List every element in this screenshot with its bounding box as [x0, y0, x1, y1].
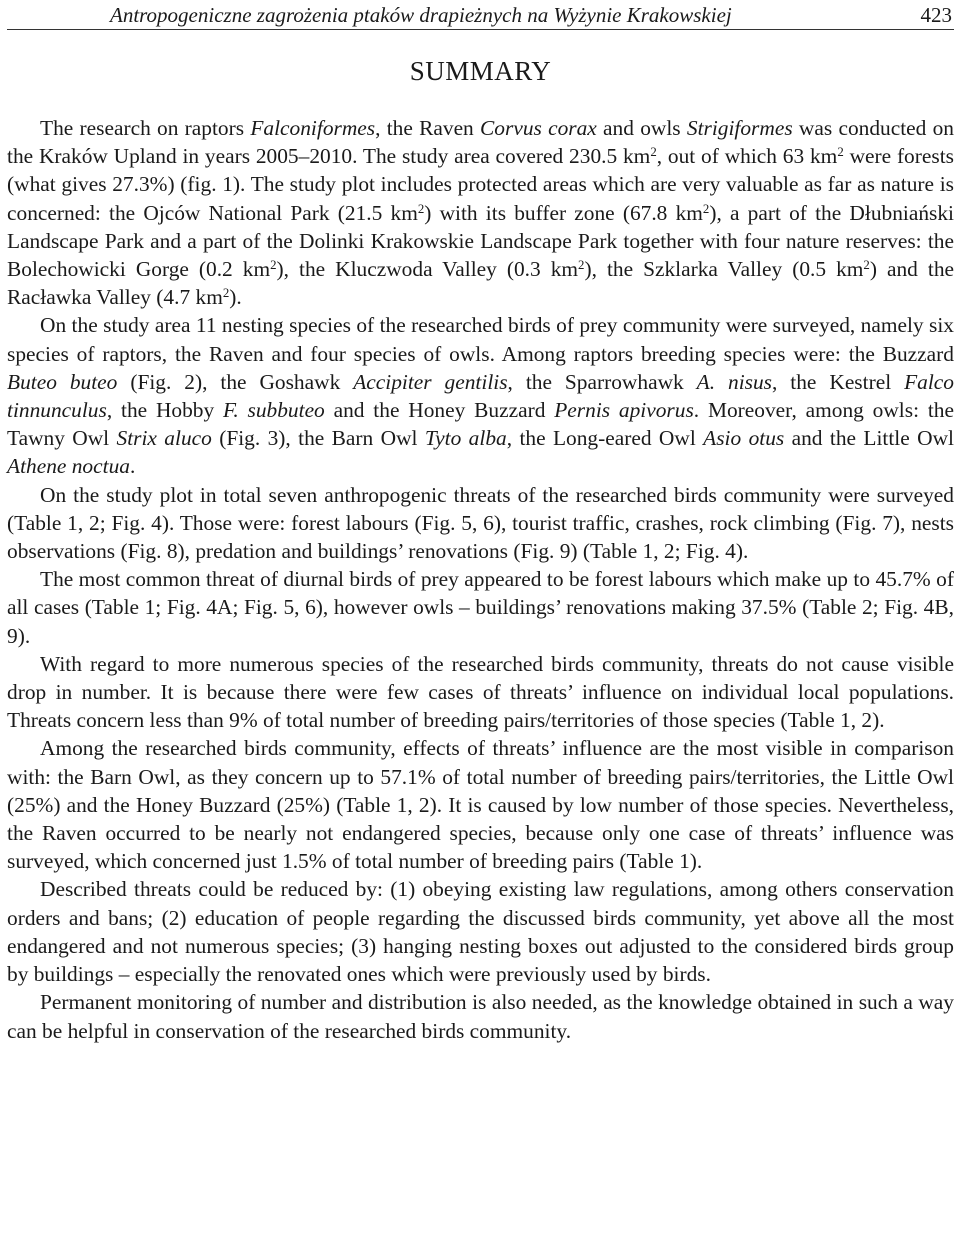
- superscript: 2: [417, 201, 425, 216]
- species-name: Falco tinnunculus: [7, 369, 954, 423]
- species-name: Pernis apivorus: [554, 398, 694, 423]
- superscript: 2: [650, 145, 657, 160]
- superscript: 2: [863, 257, 870, 272]
- running-head-title: Antropogeniczne zagrożenia ptaków drapieżnych na Wyżynie Krakowskiej: [110, 3, 732, 27]
- species-name: Buteo buteo: [7, 369, 118, 394]
- species-name: Strix aluco: [116, 426, 212, 451]
- running-head: [7, 3, 954, 30]
- superscript: 2: [837, 145, 844, 160]
- species-name: Falconiformes: [250, 116, 376, 140]
- superscript: 2: [270, 257, 277, 272]
- species-name: Accipiter gentilis: [353, 369, 508, 394]
- section-heading: SUMMARY: [409, 56, 552, 86]
- species-name: A. nisus: [696, 369, 772, 394]
- superscript: 2: [702, 201, 710, 216]
- species-name: Athene noctua: [7, 454, 130, 479]
- page-number: 423: [920, 3, 952, 27]
- species-name: Strigiformes: [686, 116, 793, 140]
- paragraph: On the study area 11 nesting species of the researched birds of prey community were surveyed, namely six species of raptors, the Raven and four species of owls. Among raptors breeding species were: the Buzzard Buteo buteo (Fig. 2), the Goshawk Accipiter gentilis, the Sparrowhawk A. nisus, the Kestrel Falco tinnunculus, the Hobby F. subbuteo and the Honey Buzzard Pernis apivorus. Moreover, among owls: the Tawny Owl Strix aluco (Fig. 3), the Barn Owl Tyto alba, the Long-eared Owl Asio otus and the Little Owl Athene noctua.: [7, 313, 954, 479]
- paragraph: Among the researched birds community, effects of threats’ influence are the most visible in comparison with: the Barn Owl, as they concern up to 57.1% of total number of breeding pairs/territories, the Little Owl (25%) and the Honey Buzzard (25%) (Table 1, 2). It is caused by low number of those species. Nevertheless, the Raven occurred to be nearly not endangered species, because only one case of threats’ influence was surveyed, which concerned just 1.5% of total number of breeding pairs (Table 1).: [7, 736, 954, 874]
- superscript: 2: [578, 257, 585, 272]
- paragraph: Permanent monitoring of number and distribution is also needed, as the knowledge obtained in such a way can be helpful in conservation of the researched birds community.: [7, 990, 954, 1043]
- paragraph: The research on raptors Falconiformes, the Raven Corvus corax and owls Strigiformes was conducted on the Kraków Upland in years 2005–2010. The study area covered 230.5 $km^2$, out of which 63 $km^2$ were forests (what gives 27.3%) (fig. 1). The study plot includes protected areas which are very valuable as far as nature is concerned: the Ojców National Park (21.5 $km^2$) with its buffer zone (67.8 $km^2$), a part of the Dłubniański Landscape Park and a part of the Dolinki Krakowskie Landscape Park together with four nature reserves: the Bolechowicki Gorge (0.2 $km^2$), the Kluczwoda Valley (0.3 $km^2$), the Szklarka Valley (0.5 $km^2$) and the Racławka Valley (4.7 $km^2$).: [7, 116, 955, 310]
- species-name: Asio otus: [703, 426, 785, 451]
- species-name: Tyto alba: [424, 426, 507, 451]
- superscript: 2: [222, 286, 230, 301]
- species-name: F. subbuteo: [223, 398, 325, 423]
- paragraph: Described threats could be reduced by: (1) obeying existing law regulations, among others conservation orders and bans; (2) education of people regarding the discussed birds community, yet above all the most endangered and not numerous species; (3) hanging nesting boxes out adjusted to the considered birds group by buildings – especially the renovated ones which were previously used by birds.: [7, 877, 954, 987]
- paragraph: The most common threat of diurnal birds of prey appeared to be forest labours which make up to 45.7% of all cases (Table 1; Fig. 4A; Fig. 5, 6), however owls – buildings’ renovations making 37.5% (Table 2; Fig. 4B, 9).: [7, 567, 954, 648]
- species-name: Corvus corax: [480, 116, 597, 140]
- summary-body: [7, 114, 954, 1045]
- paragraph: On the study plot in total seven anthropogenic threats of the researched birds community were surveyed (Table 1, 2; Fig. 4). Those were: forest labours (Fig. 5, 6), tourist traffic, crashes, rock climbing (Fig. 7), nests observations (Fig. 8), predation and buildings’ renovations (Fig. 9) (Table 1, 2; Fig. 4).: [7, 482, 954, 564]
- paragraph: With regard to more numerous species of the researched birds community, threats do not cause visible drop in number. It is because there were few cases of threats’ influence on individual local populations. Threats concern less than 9% of total number of breeding pairs/territories of those species (Table 1, 2).: [7, 651, 954, 733]
